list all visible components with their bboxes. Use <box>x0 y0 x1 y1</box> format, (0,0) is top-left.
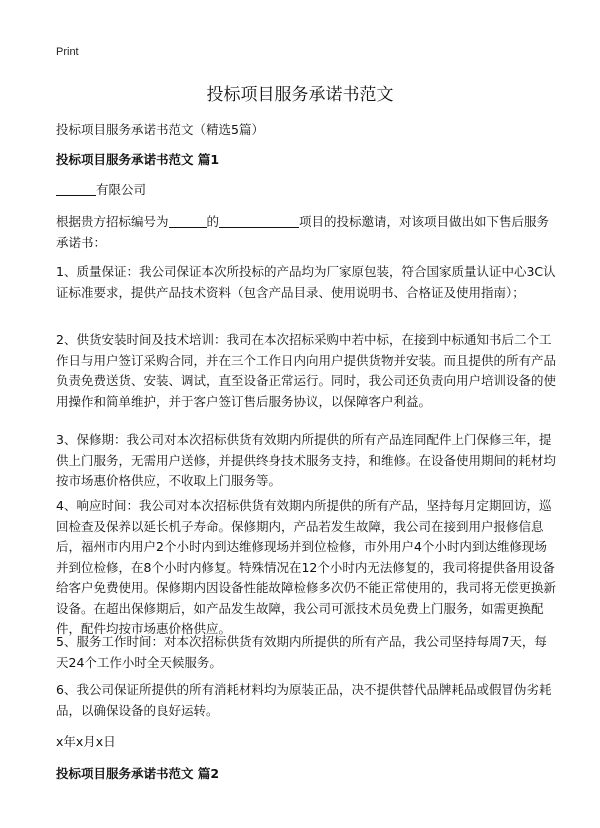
intro-part-3: 项目的投标邀请，对该项目做出如下售后服务承诺书： <box>56 214 550 250</box>
intro-part-1: 根据贵方招标编号为 <box>56 214 169 229</box>
paragraph-service-hours: 5、服务工作时间：对本次招标供货有效期内所提供的所有产品，我公司坚持每周7天，每天24个工作小时全天候服务。 <box>56 634 547 670</box>
page-title: 投标项目服务承诺书范文 <box>206 85 394 105</box>
paragraph-delivery-training: 2、供货安装时间及技术培训：我司在本次招标采购中若中标，在接到中标通知书后二个工作日与用户签订采购合同，并在三个工作日内向用户提供货物并安装。而且提供的所有产品负责免费送货、安装、调试，直至设备正常运行。同时，我公司还负责向用户培训设备的使用操作和简单维护，并于客户签订售后服务协议，以保障客户利益。 <box>56 332 557 409</box>
paragraph-consumables: 6、我公司保证所提供的所有消耗材料均为原装正品，决不提供替代品牌耗品或假冒伪劣耗品，以确保设备的良好运转。 <box>56 682 552 718</box>
company-suffix: 有限公司 <box>96 182 147 197</box>
company-line <box>56 180 556 201</box>
paragraph-warranty: 3、保修期：我公司对本次招标供货有效期内所提供的所有产品连同配件上门保修三年，提供上门服务，无需用户送修，并提供终身技术服务支持，和维修。在设备使用期间的耗材均按市场惠价格供应，不收取上门服务等。 <box>56 432 557 488</box>
project-name-blank <box>219 213 299 228</box>
paragraph-response-time: 4、响应时间：我公司对本次招标供货有效期内所提供的所有产品，坚持每月定期回访，巡回检查及保养以延长机子寿命。保修期内，产品若发生故障，我公司在接到用户报修信息后，福州市内用户2个小时内到达维修现场并到位检修，市外用户4个小时内到达维修现场并到位检修，在8个小时内修复。特殊情况在12个小时内无法修复的，我司将提供备用设备给客户免费使用。保修期内因设备性能故障检修多次仍不能正常使用的，我司将无偿更换新设备。在超出保修期后，如产品发生故障，我公司可派技术员免费上门服务，如需更换配件，配件均按市场惠价格供应。 <box>56 498 557 636</box>
tender-number-blank <box>169 213 207 228</box>
document-subtitle: 投标项目服务承诺书范文（精选5篇） <box>56 122 264 137</box>
section-heading-1: 投标项目服务承诺书范文 篇1 <box>56 152 220 167</box>
paragraph-quality: 1、质量保证：我公司保证本次所投标的产品均为厂家原包装，符合国家质量认证中心3C认证标准要求，提供产品技术资料（包含产品目录、使用说明书、合格证及使用指南）； <box>56 264 556 300</box>
section-heading-2: 投标项目服务承诺书范文 篇2 <box>56 766 220 781</box>
company-name-blank <box>56 181 96 196</box>
print-link[interactable]: Print <box>56 46 79 58</box>
document-date: x年x月x日 <box>56 734 116 749</box>
intro-paragraph <box>56 212 556 253</box>
intro-part-2: 的 <box>206 214 220 229</box>
